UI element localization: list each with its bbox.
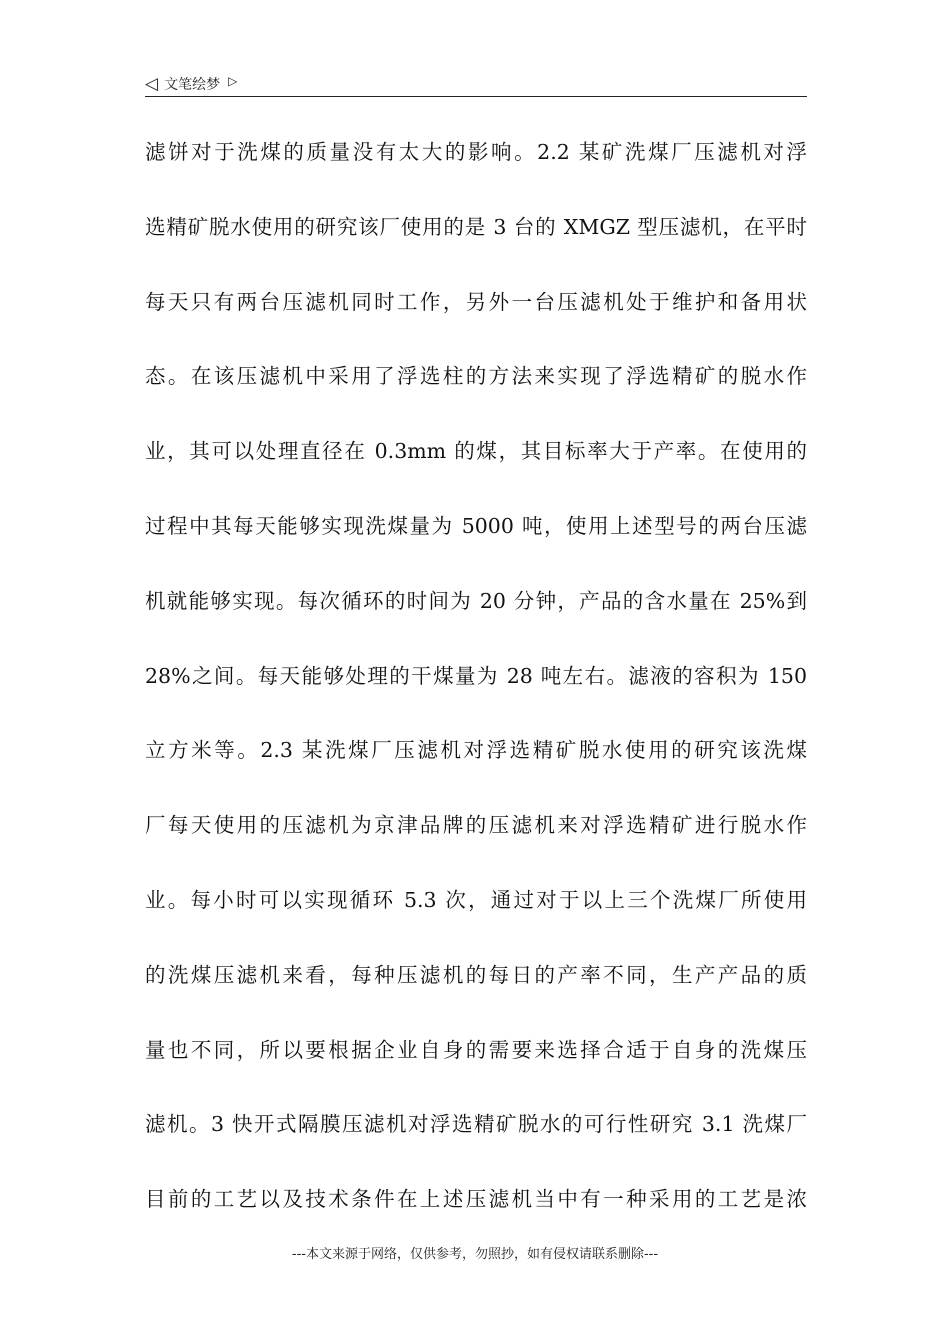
body-line: 滤饼对于洗煤的质量没有太大的影响。2.2 某矿洗煤厂压滤机对浮 xyxy=(145,140,807,164)
body-line: 立方米等。2.3 某洗煤厂压滤机对浮选精矿脱水使用的研究该洗煤 xyxy=(145,738,807,763)
body-line: 滤机。3 快开式隔膜压滤机对浮选精矿脱水的可行性研究 3.1 洗煤厂 xyxy=(145,1112,807,1137)
body-line: 机就能够实现。每次循环的时间为 20 分钟，产品的含水量在 25%到 xyxy=(145,588,807,613)
body-line: 选精矿脱水使用的研究该厂使用的是 3 台的 XMGZ 型压滤机，在平时 xyxy=(145,214,807,239)
body-line: 每天只有两台压滤机同时工作，另外一台压滤机处于维护和备用状 xyxy=(145,289,807,314)
body-line: 量也不同，所以要根据企业自身的需要来选择合适于自身的洗煤压 xyxy=(145,1037,807,1062)
triangle-right-icon: ▷ xyxy=(228,74,238,88)
body-line: 目前的工艺以及技术条件在上述压滤机当中有一种采用的工艺是浓 xyxy=(145,1187,807,1212)
body-line: 厂每天使用的压滤机为京津品牌的压滤机来对浮选精矿进行脱水作 xyxy=(145,813,807,838)
header-divider xyxy=(145,96,807,97)
body-line: 业。每小时可以实现循环 5.3 次，通过对于以上三个洗煤厂所使用 xyxy=(145,887,807,912)
page-footer-disclaimer: ---本文来源于网络，仅供参考，勿照抄，如有侵权请联系删除--- xyxy=(291,1247,659,1262)
triangle-left-icon: ◁ xyxy=(145,73,159,94)
body-line: 28%之间。每天能够处理的干煤量为 28 吨左右。滤液的容积为 150 xyxy=(145,663,807,688)
body-text xyxy=(145,128,807,1250)
body-line: 态。在该压滤机中采用了浮选柱的方法来实现了浮选精矿的脱水作 xyxy=(145,364,807,389)
body-line: 过程中其每天能够实现洗煤量为 5000 吨，使用上述型号的两台压滤 xyxy=(145,513,807,538)
body-line: 业，其可以处理直径在 0.3mm 的煤，其目标率大于产率。在使用的 xyxy=(145,439,807,464)
page-header xyxy=(145,72,807,96)
body-line: 的洗煤压滤机来看，每种压滤机的每日的产率不同，生产产品的质 xyxy=(145,962,807,987)
header-title: 文笔绘梦 xyxy=(164,77,221,93)
